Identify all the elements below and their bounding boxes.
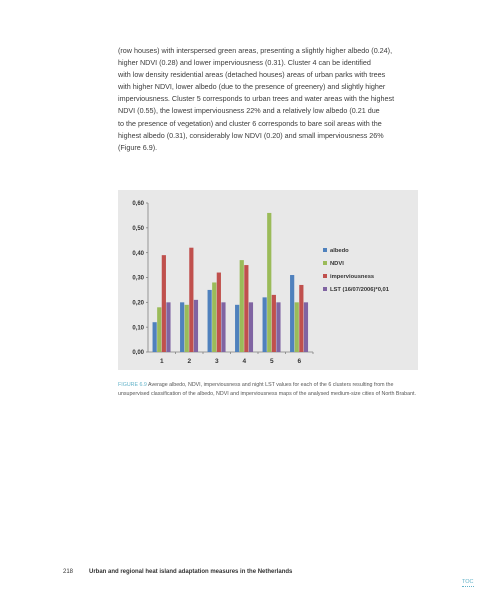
- body-line: imperviousness. Cluster 5 corresponds to urban trees and water areas with the highest: [118, 94, 395, 104]
- body-line: to the presence of vegetation) and cluster 6 corresponds to bare soil areas with the: [118, 118, 382, 128]
- toc-link[interactable]: TOC: [462, 579, 474, 585]
- bar-albedo: [208, 290, 212, 352]
- y-tick-label: 0,00: [132, 350, 144, 357]
- bar-chart: [118, 190, 418, 370]
- x-tick-label: 6: [297, 358, 302, 365]
- body-line: NDVI (0.55), the lowest imperviousness 22% and a relatively low albedo (0.21 due: [118, 106, 380, 116]
- running-title: Urban and regional heat island adaptation measures in the Netherlands: [89, 569, 293, 575]
- page-footer: [63, 569, 292, 575]
- bar-albedo: [290, 275, 294, 352]
- legend-label-albedo: albedo: [330, 248, 349, 254]
- bar-albedo: [263, 297, 267, 352]
- bar-albedo: [235, 305, 239, 352]
- y-tick-label: 0,50: [132, 226, 144, 233]
- bar-imperviousness: [217, 273, 221, 352]
- bar-albedo: [180, 302, 184, 352]
- bar-imperviousness: [244, 265, 248, 352]
- bar-ndvi: [157, 307, 161, 352]
- y-tick-label: 0,10: [132, 325, 144, 332]
- body-line: (row houses) with interspersed green areas, presenting a slightly higher albedo (0.24),: [118, 46, 393, 55]
- x-tick-label: 1: [159, 358, 164, 365]
- y-tick-label: 0,60: [132, 201, 144, 208]
- bar-lst: [276, 302, 280, 352]
- body-paragraph: [118, 45, 418, 154]
- x-tick-label: 4: [242, 358, 247, 365]
- bar-imperviousness: [299, 285, 303, 352]
- body-line: with higher NDVI, lower albedo (due to the presence of greenery) and slightly higher: [118, 82, 386, 92]
- page-number: 218: [63, 569, 74, 575]
- legend-label-ndvi: NDVI: [330, 261, 344, 267]
- body-line: (Figure 6.9).: [118, 142, 158, 152]
- legend-label-lst: LST (16/07/2006)*0,01: [330, 287, 389, 293]
- bar-lst: [194, 300, 198, 352]
- bar-lst: [166, 302, 170, 352]
- x-tick-label: 2: [187, 358, 192, 365]
- body-line: higher NDVI (0.28) and lower imperviousness (0.31). Cluster 4 can be identified: [118, 58, 371, 68]
- y-tick-label: 0,40: [132, 250, 144, 257]
- body-line: with low density residential areas (detached houses) areas of urban parks with trees: [118, 70, 386, 80]
- legend-swatch-imperviousness: [323, 274, 327, 278]
- legend-swatch-ndvi: [323, 261, 327, 265]
- bar-imperviousness: [189, 248, 193, 352]
- legend-label-imperviousness: imperviousness: [330, 274, 375, 280]
- bar-lst: [221, 302, 225, 352]
- bar-ndvi: [295, 302, 299, 352]
- bar-ndvi: [240, 260, 244, 352]
- x-tick-label: 3: [214, 358, 219, 365]
- y-tick-label: 0,20: [132, 300, 144, 307]
- bar-imperviousness: [272, 295, 276, 352]
- bar-ndvi: [267, 213, 271, 352]
- bar-albedo: [153, 322, 157, 352]
- y-tick-label: 0,30: [132, 275, 144, 282]
- caption-text: Average albedo, NDVI, imperviousness and night LST values for each of the 6 clusters resulting from the unsupervised classification of the albedo, NDVI and imperviousness maps of the analysed medium-size cities of North Brabant.: [118, 382, 416, 397]
- bar-imperviousness: [162, 255, 166, 352]
- bar-ndvi: [212, 282, 216, 352]
- bar-lst: [249, 302, 253, 352]
- figure-caption: [118, 381, 418, 398]
- figure-6-9: [118, 190, 418, 370]
- legend-swatch-albedo: [323, 248, 327, 252]
- legend-swatch-lst: [323, 287, 327, 291]
- bar-lst: [304, 302, 308, 352]
- bar-ndvi: [185, 305, 189, 352]
- caption-label: FIGURE 6.9: [118, 382, 147, 388]
- x-tick-label: 5: [269, 358, 274, 365]
- body-line: highest albedo (0.31), considerably low NDVI (0.20) and small imperviousness 26%: [118, 130, 384, 140]
